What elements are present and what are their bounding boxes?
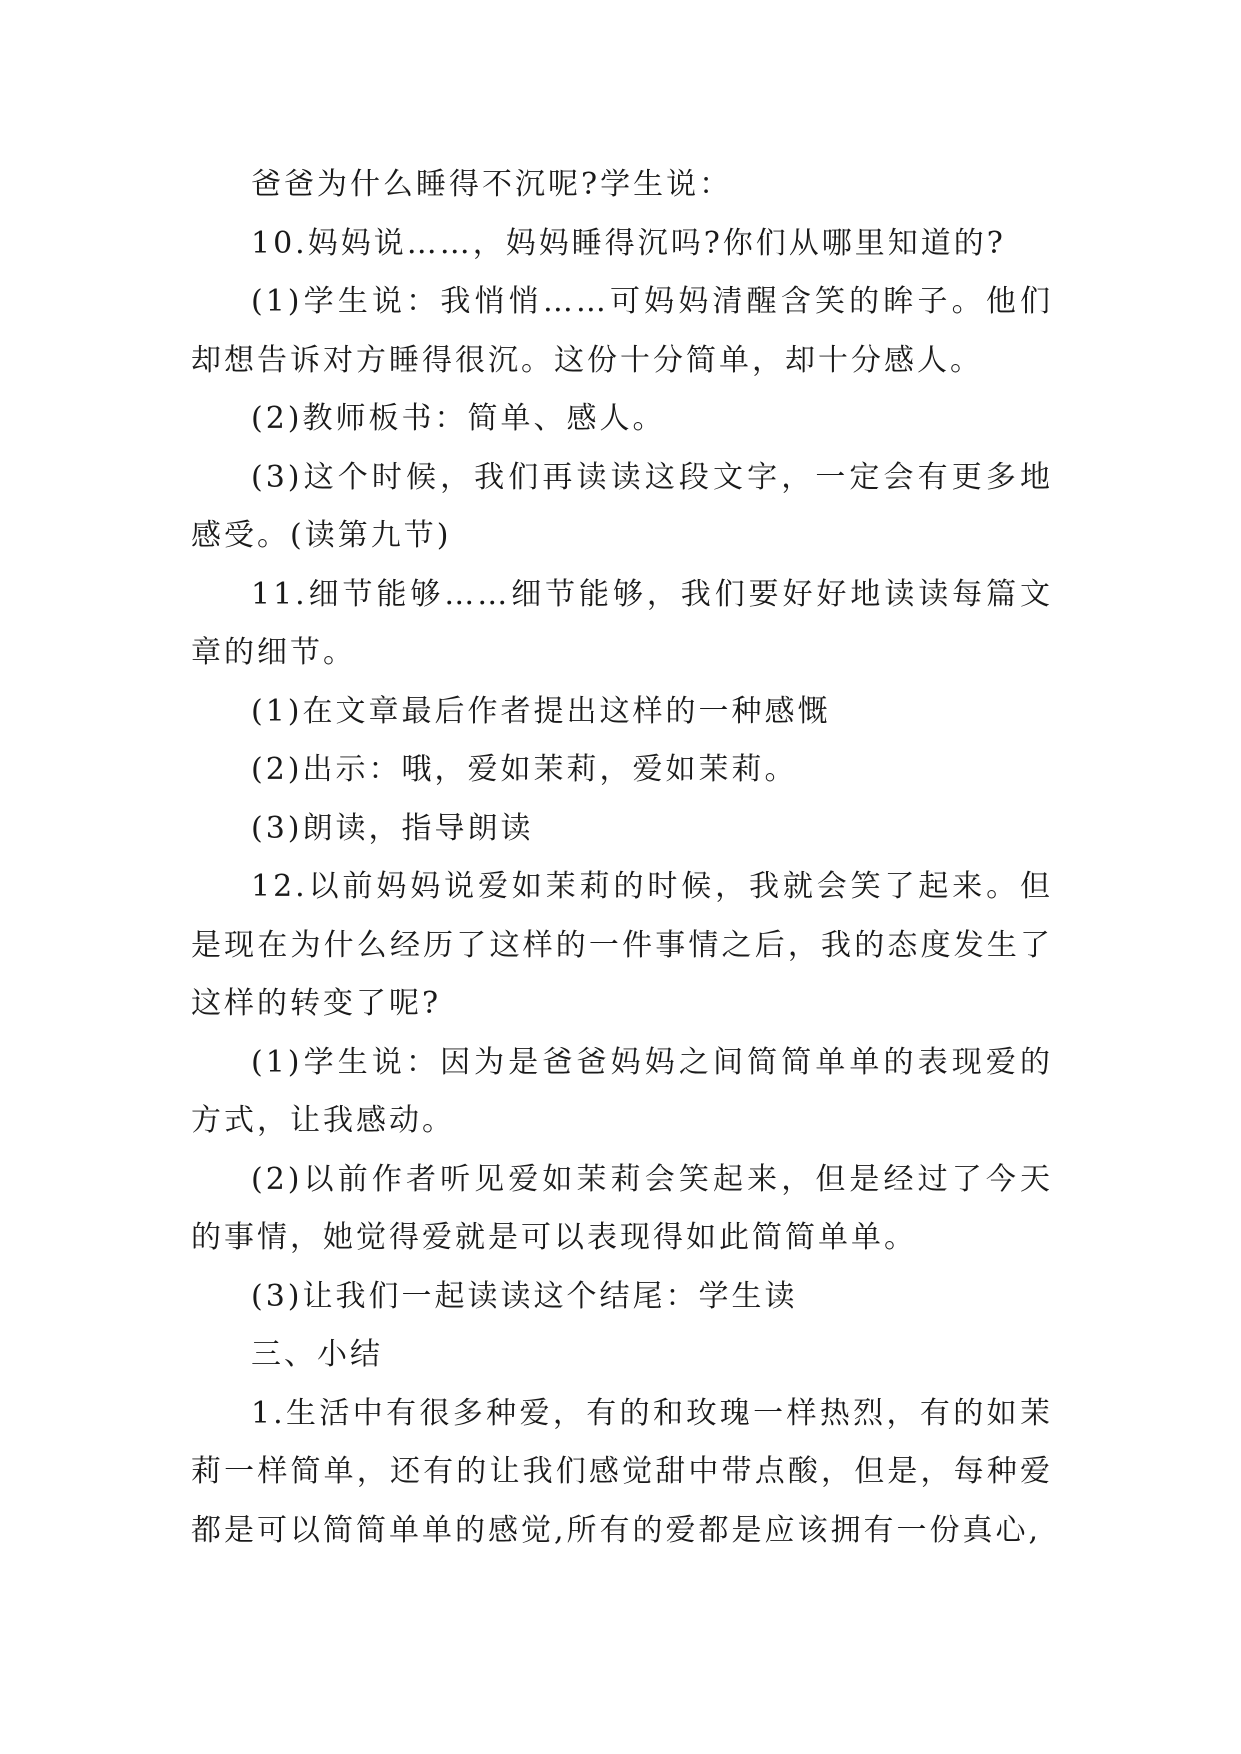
paragraph: (1)学生说：我悄悄……可妈妈清醒含笑的眸子。他们却想告诉对方睡得很沉。这份十分简单，却十分感人。 xyxy=(191,284,1053,378)
section-heading: 三、小结 xyxy=(251,1337,383,1372)
paragraph: 爸爸为什么睡得不沉呢?学生说： xyxy=(251,167,733,202)
paragraph: (2)出示：哦，爱如茉莉，爱如茉莉。 xyxy=(251,752,798,787)
paragraph: 10.妈妈说……，妈妈睡得沉吗?你们从哪里知道的? xyxy=(251,225,1006,261)
paragraph: (3)让我们一起读读这个结尾：学生读 xyxy=(251,1278,798,1314)
paragraph: 1.生活中有很多种爱，有的和玫瑰一样热烈，有的如茉莉一样简单，还有的让我们感觉甜中带点酸，但是，每种爱都是可以简简单单的感觉,所有的爱都是应该拥有一份真心, xyxy=(191,1395,1053,1548)
paragraph: (1)在文章最后作者提出这样的一种感慨 xyxy=(251,693,831,729)
document-body xyxy=(191,156,1053,1560)
paragraph: (3)朗读，指导朗读 xyxy=(251,810,534,846)
paragraph: (2)以前作者听见爱如茉莉会笑起来，但是经过了今天的事情，她觉得爱就是可以表现得如此简简单单。 xyxy=(191,1161,1053,1255)
paragraph: (3)这个时候，我们再读读这段文字，一定会有更多地感受。(读第九节) xyxy=(191,459,1053,553)
paragraph: 12.以前妈妈说爱如茉莉的时候，我就会笑了起来。但是现在为什么经历了这样的一件事情之后，我的态度发生了这样的转变了呢? xyxy=(191,869,1053,1021)
paragraph: 11.细节能够……细节能够，我们要好好地读读每篇文章的细节。 xyxy=(191,576,1053,670)
paragraph: (2)教师板书：简单、感人。 xyxy=(251,401,666,436)
paragraph: (1)学生说：因为是爸爸妈妈之间简简单单的表现爱的方式，让我感动。 xyxy=(191,1044,1053,1138)
